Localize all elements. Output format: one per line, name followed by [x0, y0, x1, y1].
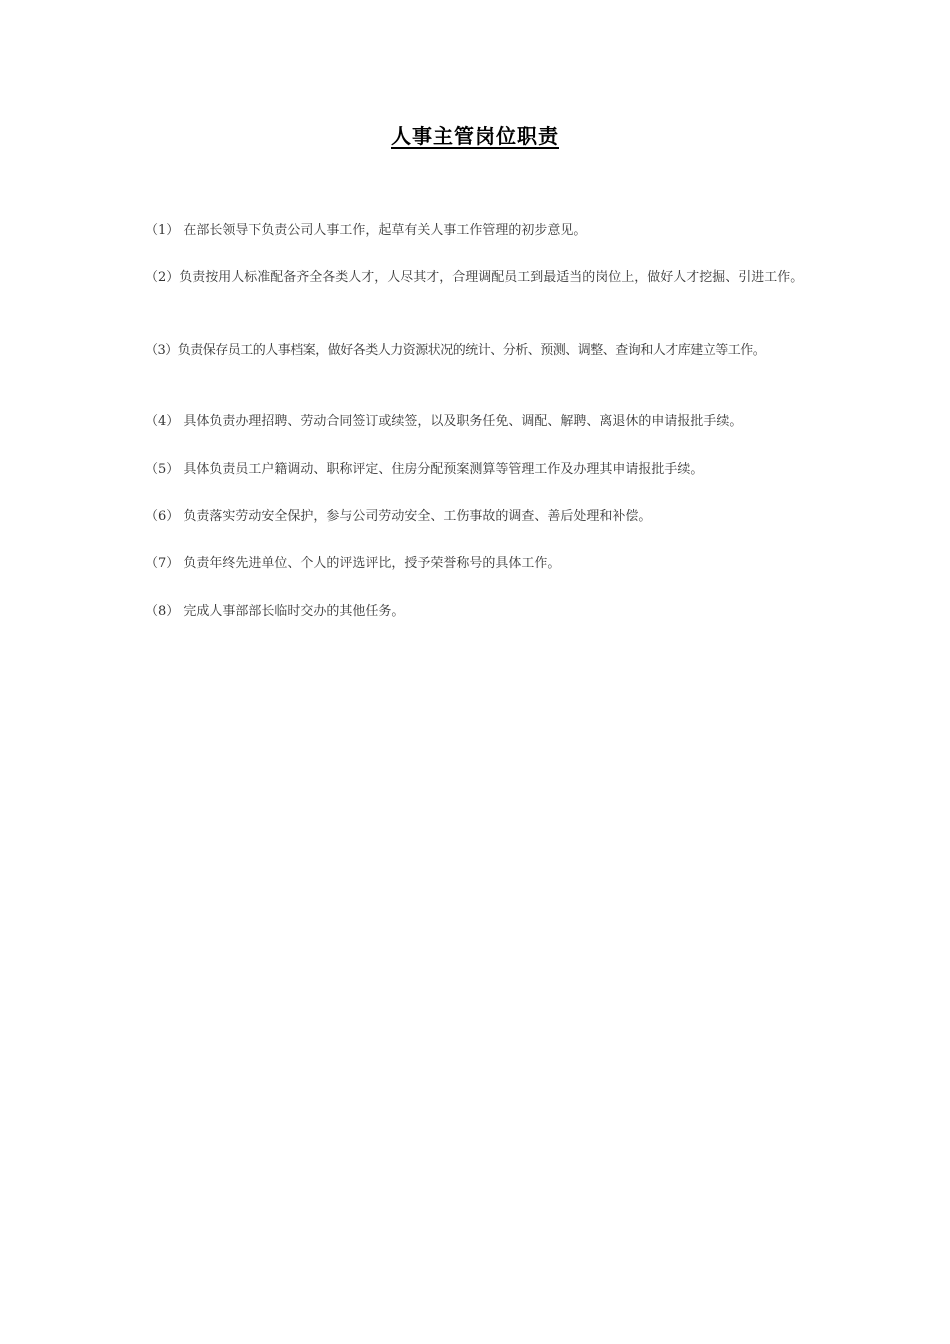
duty-item-6: （6） 负责落实劳动安全保护，参与公司劳动安全、工伤事故的调查、善后处理和补偿。: [145, 509, 652, 524]
document-title: 人事主管岗位职责: [391, 124, 559, 148]
duty-item-8: （8） 完成人事部部长临时交办的其他任务。: [145, 604, 405, 619]
duty-item-1: （1） 在部长领导下负责公司人事工作，起草有关人事工作管理的初步意见。: [145, 223, 587, 238]
duty-item-3: （3）负责保存员工的人事档案，做好各类人力资源状况的统计、分析、预测、调整、查询和人才库建立等工作。: [145, 343, 766, 358]
duty-item-5: （5） 具体负责员工户籍调动、职称评定、住房分配预案测算等管理工作及办理其申请报批手续。: [145, 462, 704, 477]
duty-item-2: （2）负责按用人标准配备齐全各类人才，人尽其才，合理调配员工到最适当的岗位上，做好人才挖掘、引进工作。: [145, 270, 804, 285]
duty-item-4: （4） 具体负责办理招聘、劳动合同签订或续签，以及职务任免、调配、解聘、离退休的申请报批手续。: [145, 414, 743, 429]
duty-item-7: （7） 负责年终先进单位、个人的评选评比，授予荣誉称号的具体工作。: [145, 556, 561, 571]
